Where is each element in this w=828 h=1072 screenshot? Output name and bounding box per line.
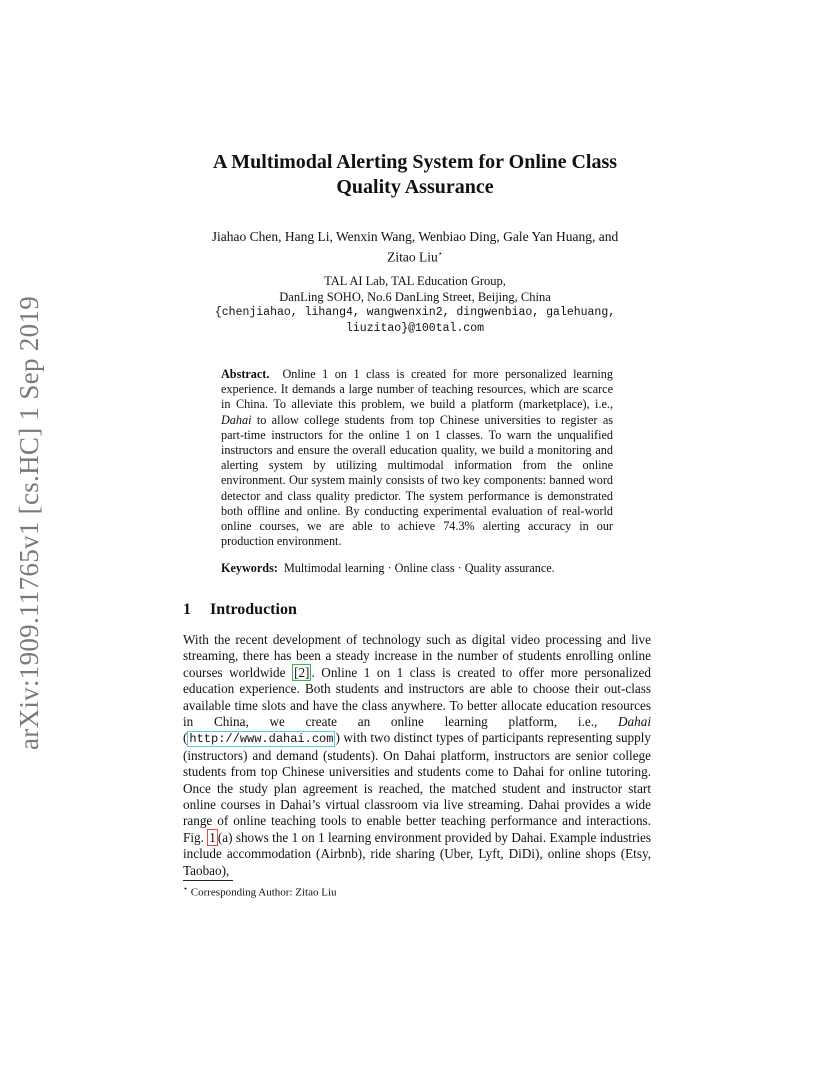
footnote <box>183 884 337 899</box>
section-title: Introduction <box>210 601 297 618</box>
authors-line-2 <box>175 245 655 266</box>
dahai-url-link[interactable]: http://www.dahai.com <box>189 732 334 747</box>
affiliation-line-1: TAL AI Lab, TAL Education Group, <box>324 274 506 288</box>
intro-text-5: (a) shows the 1 on 1 learning environment provided by Dahai. Example industries include accommodation (Airbnb), ride sharing (Uber, Lyft, DiDi), online shops (Etsy, Taobao), <box>183 829 652 878</box>
corresponding-author-mark: ⋆ <box>437 249 443 258</box>
abstract-text-b: to allow college students from top Chinese universities to register as part-time instructors for the online 1 on 1 classes. To warn the unqualified instructors and ensure the overall education quality, we build a monitoring and alerting system by utilizing multimodal information from the online environment. Our system mainly consists of two key components: banned word detector and class quality predictor. The system performance is demonstrated both offline and online. By conducting experimental evaluation of real-world online courses, we are able to achieve 74.3% alerting accuracy in our production environment. <box>221 412 613 549</box>
emails-line-1: {chenjiahao, lihang4, wangwenxin2, dingwenbiao, galehuang, <box>214 306 616 319</box>
arxiv-identifier: arXiv:1909.11765v1 [cs.HC] 1 Sep 2019 <box>14 295 44 750</box>
corresponding-author-name: Zitao Liu <box>387 249 438 265</box>
citation-link[interactable]: [2] <box>294 664 310 680</box>
abstract-label: Abstract. <box>221 367 270 381</box>
author-list <box>175 228 655 266</box>
abstract-text-a: Online 1 on 1 class is created for more personalized learning experience. It demands a large number of teaching resources, which are scarce in China. To alleviate this problem, we build a platform (marketplace), i.e., <box>221 367 613 412</box>
intro-text-2: . Online 1 on 1 class is created to offer more personalized education experience. Both students and instructors are able to choose their out-class available time slots and have the class anywhere. To better allocate education resources in China, we create an online learning platform, i.e., <box>183 664 651 730</box>
intro-dahai: Dahai <box>618 714 651 730</box>
keywords-text: Multimodal learning · Online class · Quality assurance. <box>283 561 555 575</box>
figure-ref-link[interactable]: 1 <box>209 829 216 845</box>
footnote-rule <box>183 880 233 881</box>
paper-title <box>150 150 680 200</box>
section-heading <box>183 601 297 619</box>
footnote-text: Corresponding Author: Zitao Liu <box>190 886 337 899</box>
affiliation-line-2: DanLing SOHO, No.6 DanLing Street, Beijing, China <box>279 289 551 304</box>
footnote-mark: ⋆ <box>183 884 189 893</box>
abstract <box>221 367 613 549</box>
title-line-1: A Multimodal Alerting System for Online Class <box>212 151 618 173</box>
authors-line-1: Jiahao Chen, Hang Li, Wenxin Wang, Wenbiao Ding, Gale Yan Huang, and <box>211 229 619 244</box>
keywords-label: Keywords: <box>221 561 278 575</box>
emails-line-2: liuzitao}@100tal.com <box>345 321 485 335</box>
intro-paragraph <box>183 632 651 879</box>
title-line-2: Quality Assurance <box>336 176 494 198</box>
intro-text-3: ( <box>183 730 188 746</box>
affiliation <box>200 274 630 336</box>
section-number: 1 <box>183 601 191 618</box>
abstract-dahai: Dahai <box>221 412 252 427</box>
intro-text-4: ) with two distinct types of participants representing supply (instructors) and demand (students). On Dahai platform, instructors are senior college students from top Chinese universities and students come to Dahai for online tutoring. Once the study plan agreement is reached, the matched student and instructor start online courses in Dahai’s virtual classroom via live streaming. Dahai provides a wide range of online teaching tools to enable better teaching performance and interactions. Fig. <box>183 730 651 845</box>
intro-text-1: With the recent development of technology such as digital video processing and live streaming, there has been a steady increase in the number of students enrolling online courses worldwide <box>183 632 651 680</box>
keywords <box>221 561 613 576</box>
